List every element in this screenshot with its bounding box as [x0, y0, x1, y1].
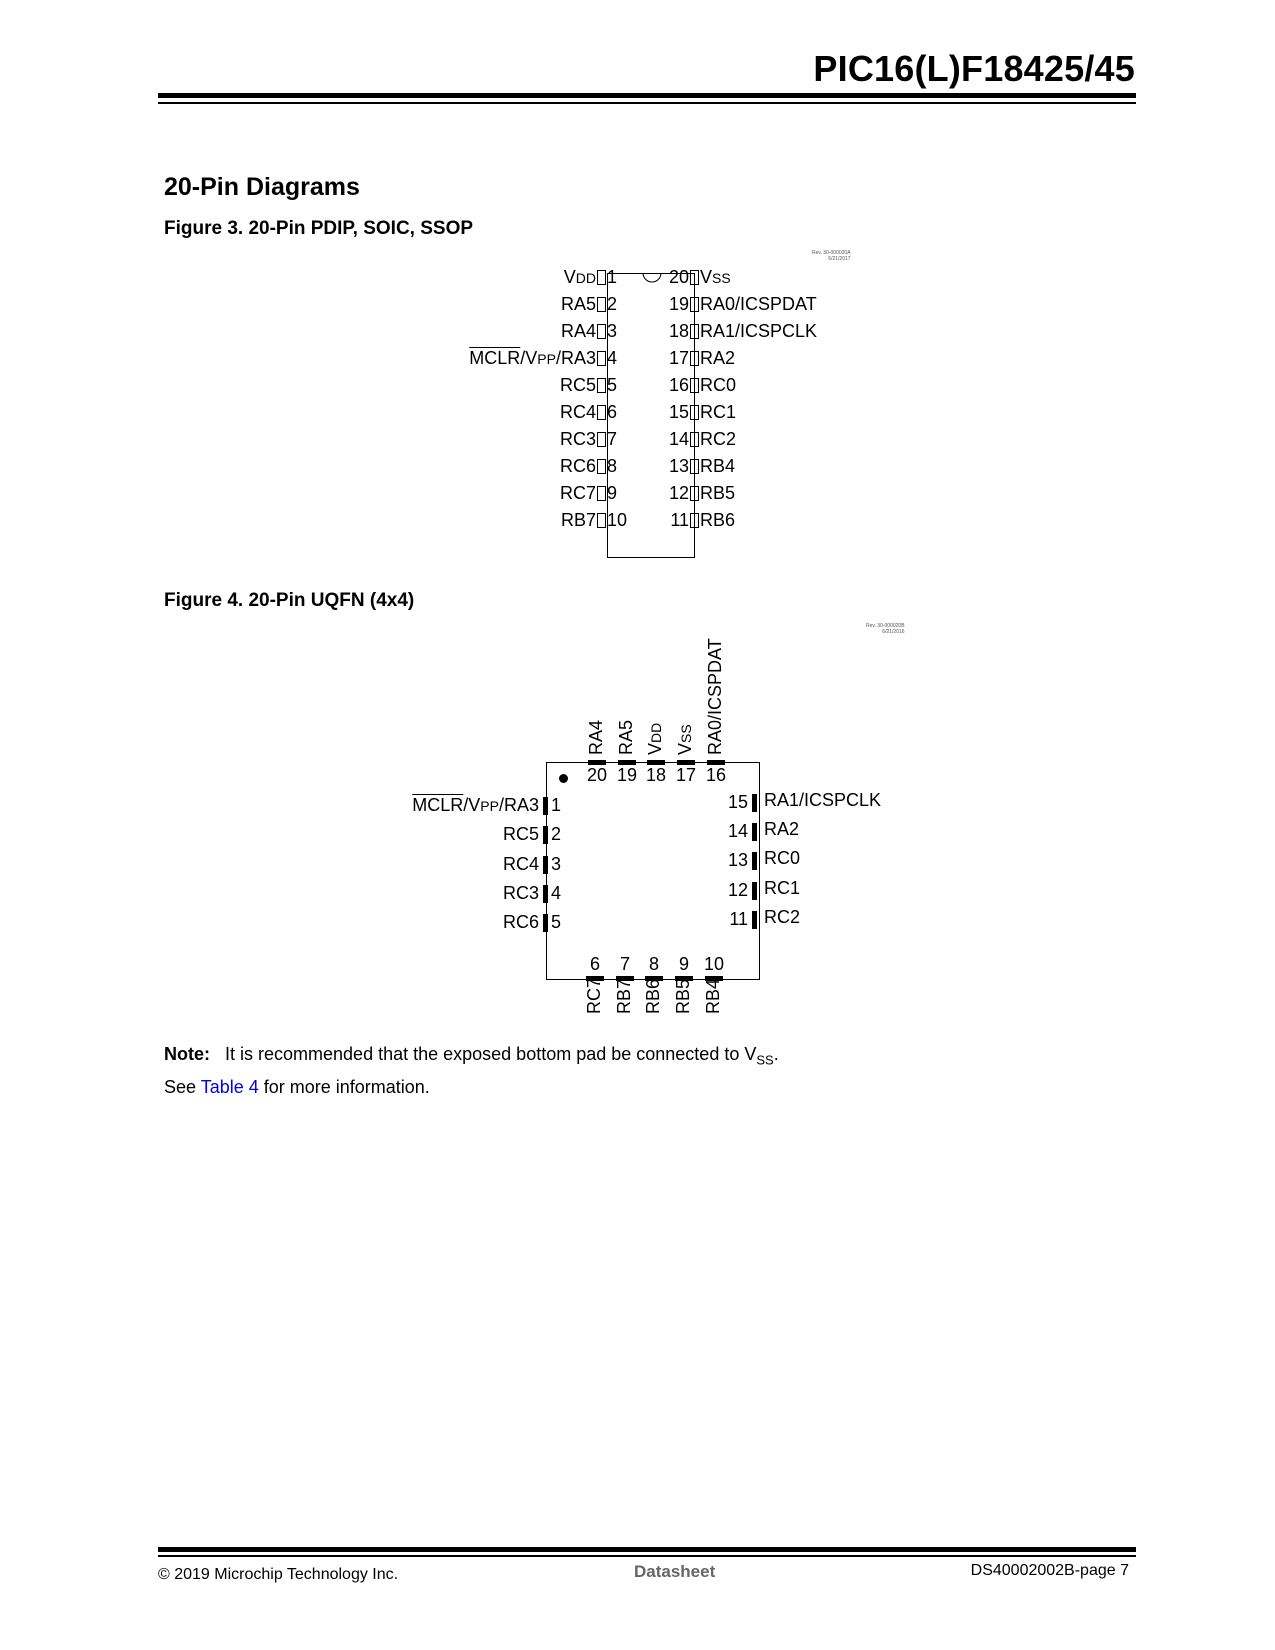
pin-label: RA1/ICSPCLK — [764, 790, 882, 810]
qfn-pin-10-label — [703, 979, 724, 1014]
qfn-pin-2-number: 2 — [551, 824, 562, 844]
dip-pin-20 — [667, 264, 731, 290]
pin-label — [645, 723, 665, 755]
pin-box — [597, 378, 606, 393]
pin-label — [469, 348, 596, 369]
qfn-pin-15-number: 15 — [727, 792, 748, 812]
dip-pin-5 — [560, 372, 627, 398]
pin-number: 4 — [607, 347, 618, 368]
pin-label: RC7 — [584, 977, 604, 1014]
pin-number: 10 — [607, 509, 628, 530]
pin-label: RC4 — [559, 401, 596, 422]
dip-pin-9 — [560, 480, 627, 506]
qfn-pin-6-number: 6 — [589, 954, 600, 974]
qfn-pin-3-label — [503, 854, 539, 875]
qfn-pin-11-label — [764, 907, 800, 928]
vpp-sub: PP — [480, 798, 499, 814]
pin-box — [690, 459, 699, 474]
pin-box — [597, 351, 606, 366]
qfn-pin-4-number: 4 — [551, 883, 562, 903]
dip-pin-13 — [667, 453, 735, 479]
pin-label: RA1/ICSPCLK — [700, 320, 818, 341]
see-suffix: for more information. — [258, 1077, 430, 1097]
qfn-pin-17-number: 17 — [675, 765, 697, 785]
dip-pin-8 — [560, 453, 627, 479]
revision-date: 6/21/2017 — [828, 256, 851, 262]
vss-sub: SS — [678, 724, 694, 743]
mclr-text: MCLR — [412, 795, 464, 815]
mclr-tail: /RA3 — [498, 795, 539, 815]
pin-label: RA4 — [560, 320, 596, 341]
vdd-sub: DD — [575, 269, 596, 286]
qfn-pin-11-number: 11 — [729, 909, 748, 929]
pin-label: RC2 — [764, 907, 801, 927]
vss-sub: SS — [712, 269, 731, 286]
pin-label: RC5 — [559, 374, 596, 395]
qfn-pin-15-pad — [752, 794, 757, 812]
qfn-pin-12-number: 12 — [727, 880, 748, 900]
dip-pin-1 — [564, 264, 627, 290]
qfn-pin-9-label — [673, 979, 694, 1014]
pin-number: 5 — [607, 374, 618, 395]
qfn-pin-20-number: 20 — [586, 765, 608, 785]
pin-label: RB7 — [560, 509, 596, 530]
pin-box — [690, 513, 699, 528]
footer-rule-thick — [158, 1547, 1136, 1552]
pin-number: 9 — [607, 482, 618, 503]
qfn-pin-6-label — [584, 978, 605, 1014]
pin-box — [597, 405, 606, 420]
figure-4-revision — [866, 623, 905, 635]
document-title: PIC16(L)F18425/45 — [813, 48, 1135, 89]
pin-box — [690, 324, 699, 339]
pin-number: 3 — [607, 320, 618, 341]
pin-label: RC0 — [700, 374, 737, 395]
vpp-sub: PP — [537, 350, 556, 367]
pin-number: 11 — [670, 509, 689, 530]
pin-number: 8 — [607, 455, 618, 476]
vdd-main: V — [563, 266, 576, 287]
vdd-sub: DD — [648, 722, 664, 743]
qfn-pin-1-label — [412, 795, 539, 816]
qfn-pin-18-label — [645, 723, 666, 755]
pin-label: RC7 — [559, 482, 596, 503]
qfn-pin-13-number: 13 — [727, 850, 748, 870]
dip-pin-10 — [561, 507, 627, 533]
revision-line: Rev. 30-000020A — [812, 250, 851, 256]
dip-pin-14 — [667, 426, 736, 452]
dip-notch-icon — [642, 273, 662, 291]
qfn-pin-8-label — [643, 979, 664, 1014]
qfn-pin-7-number: 7 — [619, 954, 630, 974]
pin-label: RC2 — [700, 428, 737, 449]
qfn-pin-20-label — [586, 720, 607, 755]
footer-rule-thin — [158, 1555, 1136, 1557]
qfn-pin-14-number: 14 — [727, 821, 748, 841]
pin-number: 12 — [668, 482, 689, 503]
pin-box — [690, 270, 699, 285]
qfn-pin-5-number: 5 — [551, 912, 562, 932]
dip-pin-17 — [667, 345, 735, 371]
pin-number: 7 — [607, 428, 618, 449]
see-reference — [164, 1077, 430, 1098]
pin-number: 1 — [607, 266, 618, 287]
pin-label: RC4 — [502, 854, 539, 874]
mclr-sep: /V — [463, 795, 481, 815]
figure-4-caption: Figure 4. 20-Pin UQFN (4x4) — [164, 590, 415, 611]
qfn-pin-14-label — [764, 819, 799, 840]
dip-pin-15 — [667, 399, 736, 425]
note-text: It is recommended that the exposed bottom pad be connected to V — [225, 1044, 757, 1064]
dip-pin-11 — [667, 507, 735, 533]
qfn-pin-19-number: 19 — [616, 765, 638, 785]
pin-label: RC3 — [502, 883, 539, 903]
vss-main: V — [700, 266, 713, 287]
vdd-main: V — [645, 742, 665, 755]
pin-label: RB4 — [700, 455, 736, 476]
pin-label: RA2 — [764, 819, 800, 839]
pin-number: 2 — [607, 293, 618, 314]
pin-box — [690, 486, 699, 501]
pin-label: RC3 — [559, 428, 596, 449]
qfn-pin-12-pad — [752, 882, 757, 900]
pin-label: RC6 — [502, 912, 539, 932]
note-sub: SS — [756, 1052, 774, 1068]
dip-pin-3 — [561, 318, 627, 344]
qfn-pin-9-number: 9 — [678, 954, 689, 974]
pin-label: RC1 — [700, 401, 737, 422]
pin-label — [675, 724, 695, 755]
note-label: Note: — [164, 1044, 210, 1064]
pin-number: 6 — [607, 401, 618, 422]
pin-box — [690, 432, 699, 447]
dip-pin-16 — [667, 372, 736, 398]
section-title: 20-Pin Diagrams — [164, 173, 360, 201]
pin1-marker-icon — [559, 774, 568, 783]
mclr-sep: /V — [520, 347, 538, 368]
pin-box — [690, 405, 699, 420]
pin-label: RA0/ICSPDAT — [705, 638, 725, 755]
pin-label: RB6 — [700, 509, 736, 530]
footer-datasheet: Datasheet — [634, 1562, 716, 1581]
vss-main: V — [675, 742, 695, 755]
qfn-pin-7-label — [614, 979, 635, 1014]
pin-label: RB5 — [673, 978, 693, 1014]
pin-label: RB7 — [614, 978, 634, 1014]
mclr-tail: /RA3 — [555, 347, 596, 368]
pin-box — [597, 270, 606, 285]
revision-line: Rev. 30-000020B — [866, 623, 905, 629]
pin-label: RB5 — [700, 482, 736, 503]
pin-box — [597, 432, 606, 447]
qfn-pin-3-number: 3 — [551, 854, 562, 874]
pin-box — [690, 297, 699, 312]
pin-box — [597, 486, 606, 501]
qfn-pin-2-pad — [543, 826, 548, 844]
pin-label: RA2 — [700, 347, 736, 368]
qfn-pin-11-pad — [752, 911, 757, 929]
dip-pin-12 — [667, 480, 735, 506]
table-4-link[interactable]: Table 4 — [200, 1077, 259, 1097]
pin-number: 14 — [668, 428, 689, 449]
pin-label: RA5 — [616, 719, 636, 755]
pin-label — [564, 267, 596, 288]
qfn-pin-3-pad — [543, 856, 548, 874]
qfn-pin-4-pad — [543, 885, 548, 903]
dip-pin-19 — [667, 291, 817, 317]
footer-copyright: © 2019 Microchip Technology Inc. — [158, 1566, 399, 1583]
pin-label — [700, 267, 731, 288]
pin-label: RC6 — [559, 455, 596, 476]
footer-page-number: DS40002002B-page 7 — [970, 1562, 1129, 1579]
qfn-pin-18-number: 18 — [645, 765, 667, 785]
dip-pin-4 — [469, 345, 627, 371]
qfn-pin-13-label — [764, 848, 800, 869]
figure-3-revision — [812, 250, 851, 262]
qfn-pin-13-pad — [752, 852, 757, 870]
pin-box — [597, 459, 606, 474]
note-period: . — [773, 1044, 779, 1064]
pin-box — [597, 324, 606, 339]
qfn-pin-5-pad — [543, 914, 548, 932]
qfn-pin-12-label — [764, 878, 800, 899]
pin-label: RA4 — [586, 719, 606, 755]
revision-date: 6/21/2016 — [882, 629, 905, 635]
figure-3-caption: Figure 3. 20-Pin PDIP, SOIC, SSOP — [164, 218, 474, 239]
header-rule-thick — [158, 93, 1136, 98]
qfn-pin-10-number: 10 — [703, 954, 725, 974]
qfn-pin-16-number: 16 — [705, 765, 727, 785]
header-rule-thin — [158, 102, 1136, 104]
pin-number: 16 — [668, 374, 689, 395]
dip-pin-7 — [560, 426, 627, 452]
qfn-pin-4-label — [503, 883, 539, 904]
qfn-pin-8-number: 8 — [648, 954, 659, 974]
pin-number: 19 — [668, 293, 689, 314]
pin-number: 13 — [668, 455, 689, 476]
pin-label: RB4 — [703, 978, 723, 1014]
qfn-pin-14-pad — [752, 823, 757, 841]
pin-label: RB6 — [643, 978, 663, 1014]
qfn-pin-15-label — [764, 790, 881, 811]
pin-label: RC0 — [764, 848, 801, 868]
see-prefix: See — [164, 1077, 201, 1097]
qfn-pin-5-label — [503, 912, 539, 933]
qfn-pin-2-label — [503, 824, 539, 845]
qfn-pin-17-label — [675, 724, 696, 755]
pin-box — [690, 351, 699, 366]
pin-box — [597, 297, 606, 312]
qfn-pin-19-label — [616, 720, 637, 755]
pin-number: 18 — [668, 320, 689, 341]
pin-label: RC5 — [502, 824, 539, 844]
pin-label — [412, 795, 539, 815]
pin-number: 17 — [668, 347, 689, 368]
qfn-pin-1-pad — [543, 797, 548, 815]
dip-pin-6 — [560, 399, 627, 425]
dip-pin-18 — [667, 318, 817, 344]
pin-number: 15 — [668, 401, 689, 422]
pin-box — [597, 513, 606, 528]
pin-number: 20 — [668, 266, 689, 287]
pin-label: RA0/ICSPDAT — [700, 293, 817, 314]
qfn-pin-1-number: 1 — [551, 795, 562, 815]
pin-label: RC1 — [764, 878, 801, 898]
dip-pin-2 — [561, 291, 627, 317]
pin-box — [690, 378, 699, 393]
pin-label: RA5 — [560, 293, 596, 314]
note — [164, 1044, 779, 1068]
mclr-text: MCLR — [469, 347, 521, 368]
qfn-pin-16-label — [705, 638, 726, 755]
